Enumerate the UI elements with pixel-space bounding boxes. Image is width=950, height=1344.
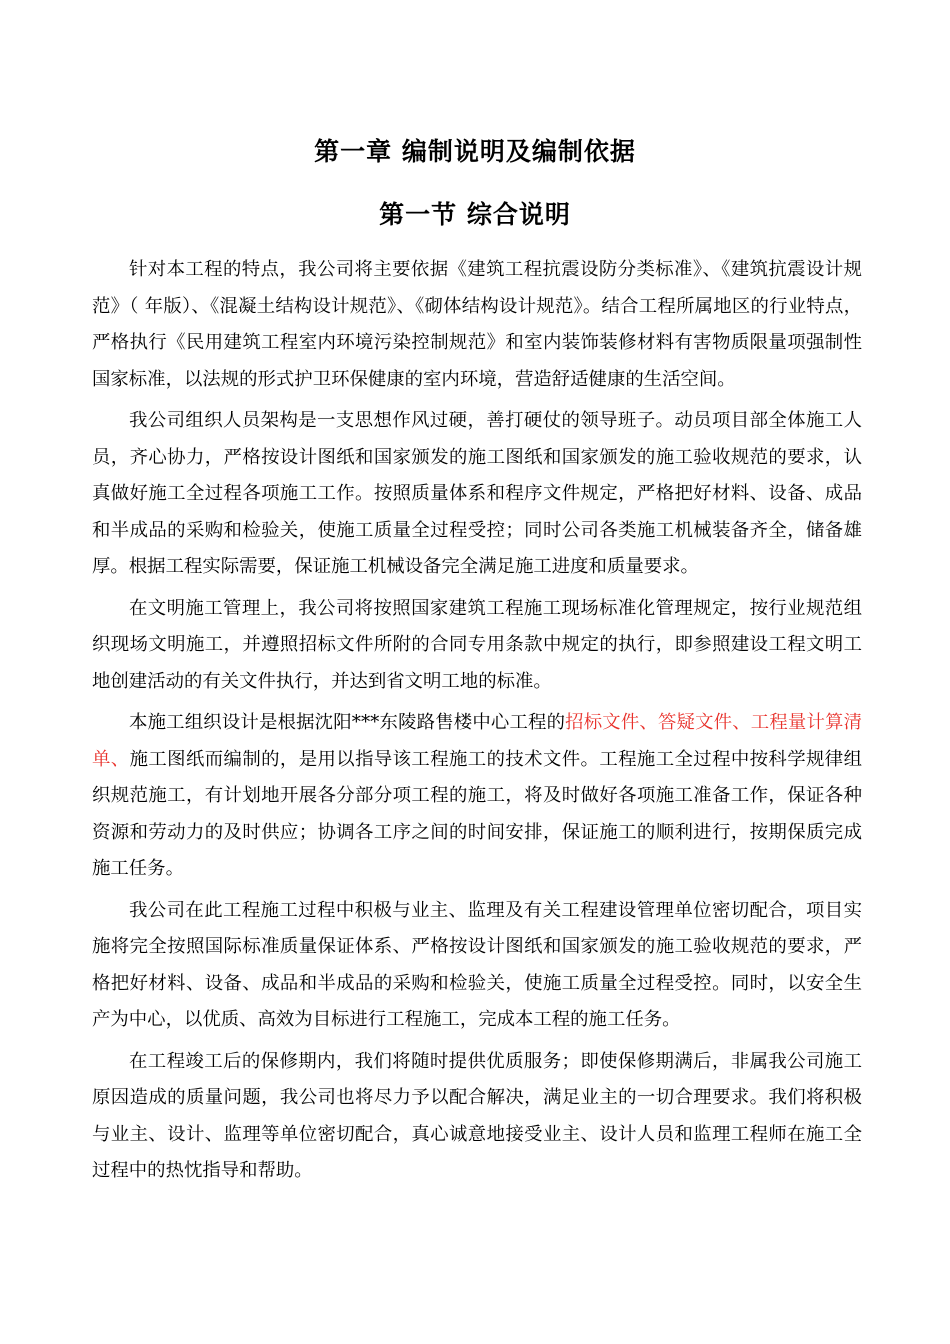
paragraph-basis: 针对本工程的特点，我公司将主要依据《建筑工程抗震设防分类标准》、《建筑抗震设计规范》（ 年版）、《混凝土结构设计规范》、《砌体结构设计规范》。结合工程所属地区的行业特点，严格执行《民用建筑工程室内环境污染控制规范》和室内装饰装修材料有害物质限量项强制性国家标准，以法规的形式护卫环保健康的室内环境，营造舒适健康的生活空间。 bbox=[92, 259, 862, 390]
paragraph-warranty: 在工程竣工后的保修期内，我们将随时提供优质服务；即使保修期满后，非属我公司施工原因造成的质量问题，我公司也将尽力予以配合解决，满足业主的一切合理要求。我们将积极与业主、设计、监理等单位密切配合，真心诚意地接受业主、设计人员和监理工程师在施工全过程中的热忱指导和帮助。 bbox=[92, 1050, 862, 1181]
body-text bbox=[92, 252, 862, 1195]
section-title: 第一节 综合说明 bbox=[379, 200, 571, 229]
paragraph-design-basis bbox=[92, 705, 862, 888]
paragraph-design-basis-start: 本施工组织设计是根据沈阳***东陵路售楼中心工程的 bbox=[129, 712, 566, 733]
chapter-title: 第一章 编制说明及编制依据 bbox=[314, 137, 636, 166]
paragraph-organization: 我公司组织人员架构是一支思想作风过硬，善打硬仗的领导班子。动员项目部全体施工人员，齐心协力，严格按设计图纸和国家颁发的施工图纸和国家颁发的施工验收规范的要求，认真做好施工全过程各项施工工作。按照质量体系和程序文件规定，严格把好材料、设备、成品和半成品的采购和检验关，使施工质量全过程受控；同时公司各类施工机械装备齐全，储备雄厚。根据工程实际需要，保证施工机械设备完全满足施工进度和质量要求。 bbox=[92, 410, 862, 577]
paragraph-design-basis-end: 施工图纸而编制的，是用以指导该工程施工的技术文件。工程施工全过程中按科学规律组织规范施工，有计划地开展各分部分项工程的施工，将及时做好各项施工准备工作，保证各种资源和劳动力的及时供应；协调各工序之间的时间安排，保证施工的顺利进行，按期保质完成施工任务。 bbox=[92, 748, 862, 879]
highlighted-documents: 招标文件、答疑文件、工程量计算清单、 bbox=[92, 712, 862, 770]
paragraph-cooperation: 我公司在此工程施工过程中积极与业主、监理及有关工程建设管理单位密切配合，项目实施将完全按照国际标准质量保证体系、严格按设计图纸和国家颁发的施工验收规范的要求，严格把好材料、设备、成品和半成品的采购和检验关，使施工质量全过程受控。同时，以安全生产为中心，以优质、高效为目标进行工程施工，完成本工程的施工任务。 bbox=[92, 899, 862, 1030]
paragraph-civilized-construction: 在文明施工管理上，我公司将按照国家建筑工程施工现场标准化管理规定，按行业规范组织现场文明施工，并遵照招标文件所附的合同专用条款中规定的执行，即参照建设工程文明工地创建活动的有关文件执行，并达到省文明工地的标准。 bbox=[92, 597, 862, 692]
